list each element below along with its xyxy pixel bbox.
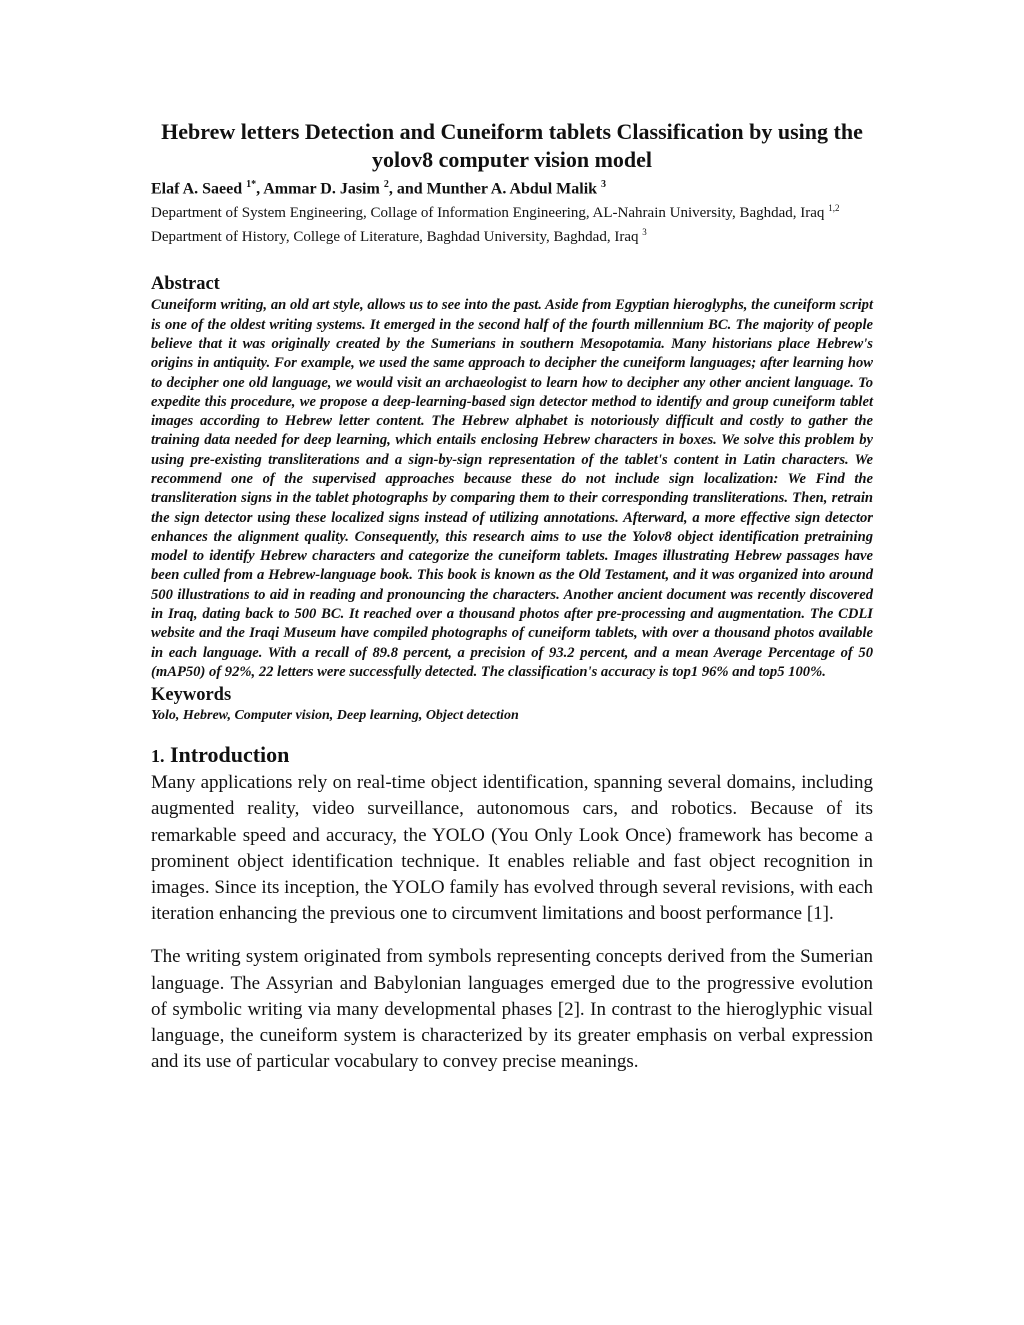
introduction-heading	[151, 741, 873, 770]
author-list	[151, 175, 873, 199]
author-superscript: 2	[383, 179, 389, 190]
affiliation	[151, 223, 873, 247]
affiliation	[151, 199, 873, 223]
affiliation-superscript: 3	[642, 227, 647, 238]
author-name: Ammar D. Jasim	[263, 180, 380, 198]
section-title: Introduction	[170, 742, 290, 768]
author-separator: ,	[256, 180, 264, 198]
affiliation-text: Department of System Engineering, Collage of Information Engineering, AL-Nahrain University, Baghdad, Iraq	[151, 205, 825, 222]
affiliation-text: Department of History, College of Literature, Baghdad University, Baghdad, Iraq	[151, 229, 639, 246]
author-superscript: 1*	[246, 179, 257, 190]
paper-page	[151, 118, 873, 1076]
author-separator: , and	[388, 180, 427, 198]
paper-title: Hebrew letters Detection and Cuneiform tablets Classification by using the yolov8 computer vision model	[161, 119, 863, 172]
intro-paragraph: The writing system originated from symbols representing concepts derived from the Sumerian language. The Assyrian and Babylonian languages emerged due to the progressive evolution of symbolic writing via many developmental phases [2]. In contrast to the hieroglyphic visual language, the cuneiform system is characterized by its greater emphasis on verbal expression and its use of particular vocabulary to convey precise meanings.	[151, 946, 873, 1073]
author-name: Munther A. Abdul Malik	[426, 180, 598, 198]
abstract-text: Cuneiform writing, an old art style, allows us to see into the past. Aside from Egyptian hieroglyphs, the cuneiform script is one of the oldest writing systems. It emerged in the second half of the fourth millennium BC. The majority of people believe that it was originally created by the Sumerians in southern Mesopotamia. Many historians place Hebrew's origins in antiquity. For example, we used the same approach to decipher the cuneiform languages; after learning how to decipher one old language, we would visit an archaeologist to learn how to decipher any other ancient language. To expedite this procedure, we propose a deep-learning-based sign detector method to identify and group cuneiform tablet images according to Hebrew letter content. The Hebrew alphabet is notoriously difficult and costly to gather the training data needed for deep learning, which entails enclosing Hebrew characters in boxes. We solve this problem by using pre-existing transliterations and a sign-by-sign representation of the tablet's content in Latin characters. We recommend one of the supervised approaches because these do not include sign localization: We Find the transliteration signs in the tablet photographs by comparing them to their corresponding transliterations. Then, retrain the sign detector using these localized signs instead of utilizing annotations. Afterward, a more effective sign detector enhances the alignment quality. Consequently, this research aims to use the Yolov8 object identification pretraining model to identify Hebrew characters and categorize the cuneiform tablets. Images illustrating Hebrew passages have been culled from a Hebrew-language book. This book is known as the Old Testament, and it was organized into around 500 illustrations to aid in reading and pronouncing the characters. Another ancient document was recently discovered in Iraq, dating back to 500 BC. It reached over a thousand photos after pre-processing and augmentation. The CDLI website and the Iraqi Museum have compiled photographs of cuneiform tablets, with over a thousand photos available in each language. With a recall of 89.8 percent, a precision of 93.2 percent, and a mean Average Percentage of 50 (mAP50) of 92%, 22 letters were successfully detected. The classification's accuracy is top1 96% and top5 100%.	[151, 297, 873, 680]
section-number: 1.	[151, 746, 165, 767]
abstract-heading: Abstract	[151, 274, 220, 295]
affiliation-superscript: 1,2	[828, 203, 840, 214]
intro-paragraph: Many applications rely on real-time object identification, spanning several domains, including augmented reality, video surveillance, autonomous cars, and robotics. Because of its remarkable speed and accuracy, the YOLO (You Only Look Once) framework has become a prominent object identification technique. It enables reliable and fast object recognition in images. Since its inception, the YOLO family has evolved through several revisions, with each iteration enhancing the previous one to circumvent limitations and boost performance [1].	[151, 772, 873, 925]
keywords-heading: Keywords	[151, 685, 232, 706]
author-superscript: 3	[601, 179, 607, 190]
author-name: Elaf A. Saeed	[151, 180, 243, 198]
keywords-text: Yolo, Hebrew, Computer vision, Deep learning, Object detection	[151, 708, 519, 724]
